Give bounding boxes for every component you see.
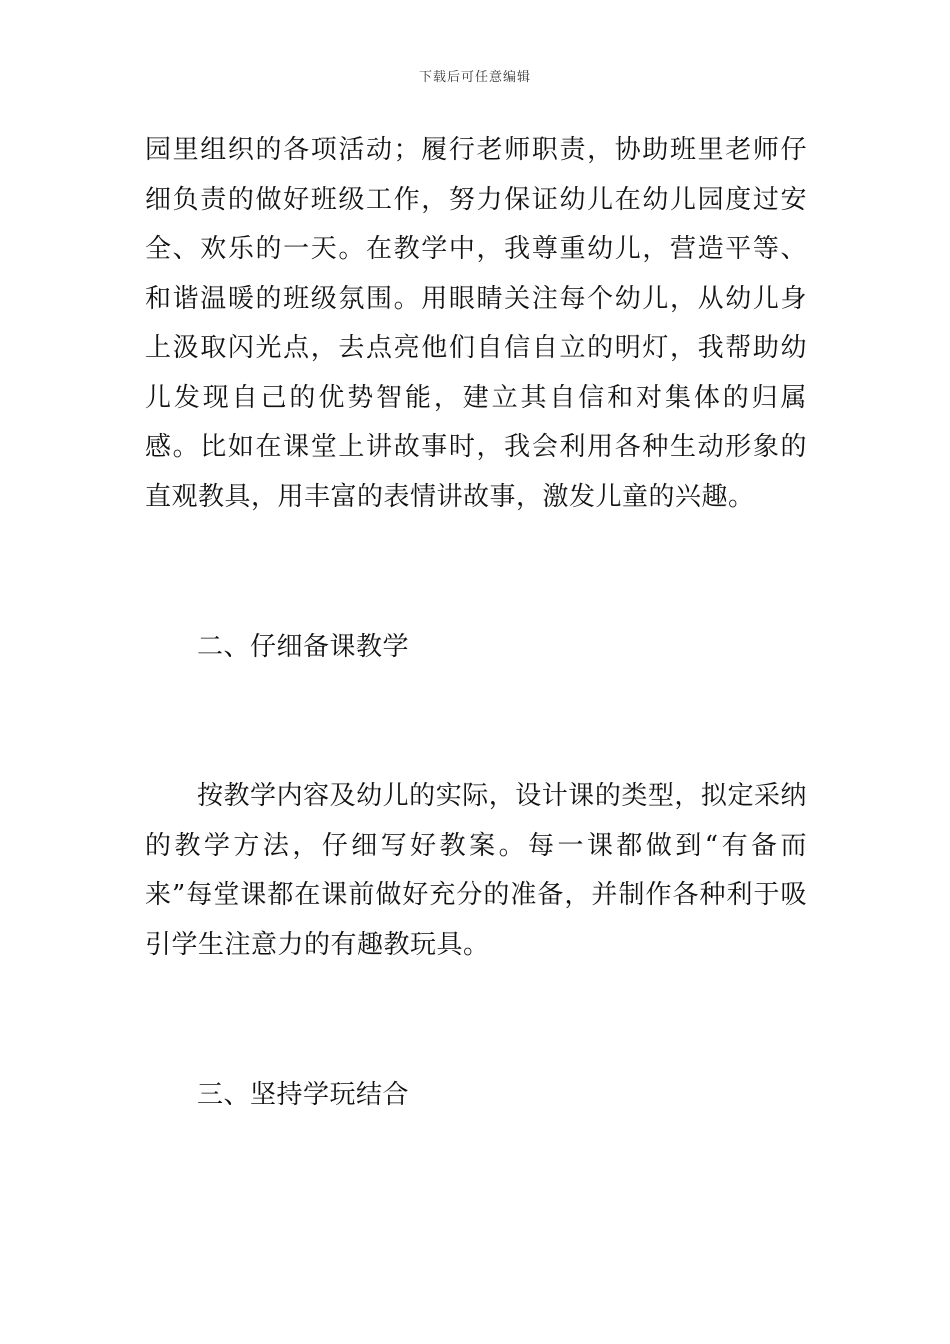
body-paragraph-1: 园里组织的各项活动；履行老师职责，协助班里老师仔细负责的做好班级工作，努力保证幼儿在幼儿园度过安全、欢乐的一天。在教学中，我尊重幼儿，营造平等、和谐温暖的班级氛围。用眼睛关注每个幼儿，从幼儿身上汲取闪光点，去点亮他们自信自立的明灯，我帮助幼儿发现自己的优势智能，建立其自信和对集体的归属感。比如在课堂上讲故事时，我会利用各种生动形象的直观教具，用丰富的表情讲故事，激发儿童的兴趣。 <box>145 135 807 512</box>
page-header-note: 下载后可任意编辑 <box>418 70 531 85</box>
body-paragraph-2: 按教学内容及幼儿的实际，设计课的类型，拟定采纳的教学方法，仔细写好教案。每一课都做到“有备而来”每堂课都在课前做好充分的准备，并制作各种利于吸引学生注意力的有趣教玩具。 <box>145 781 807 960</box>
section-heading-2: 二、仔细备课教学 <box>197 632 410 662</box>
section-heading-3: 三、坚持学玩结合 <box>197 1080 410 1110</box>
